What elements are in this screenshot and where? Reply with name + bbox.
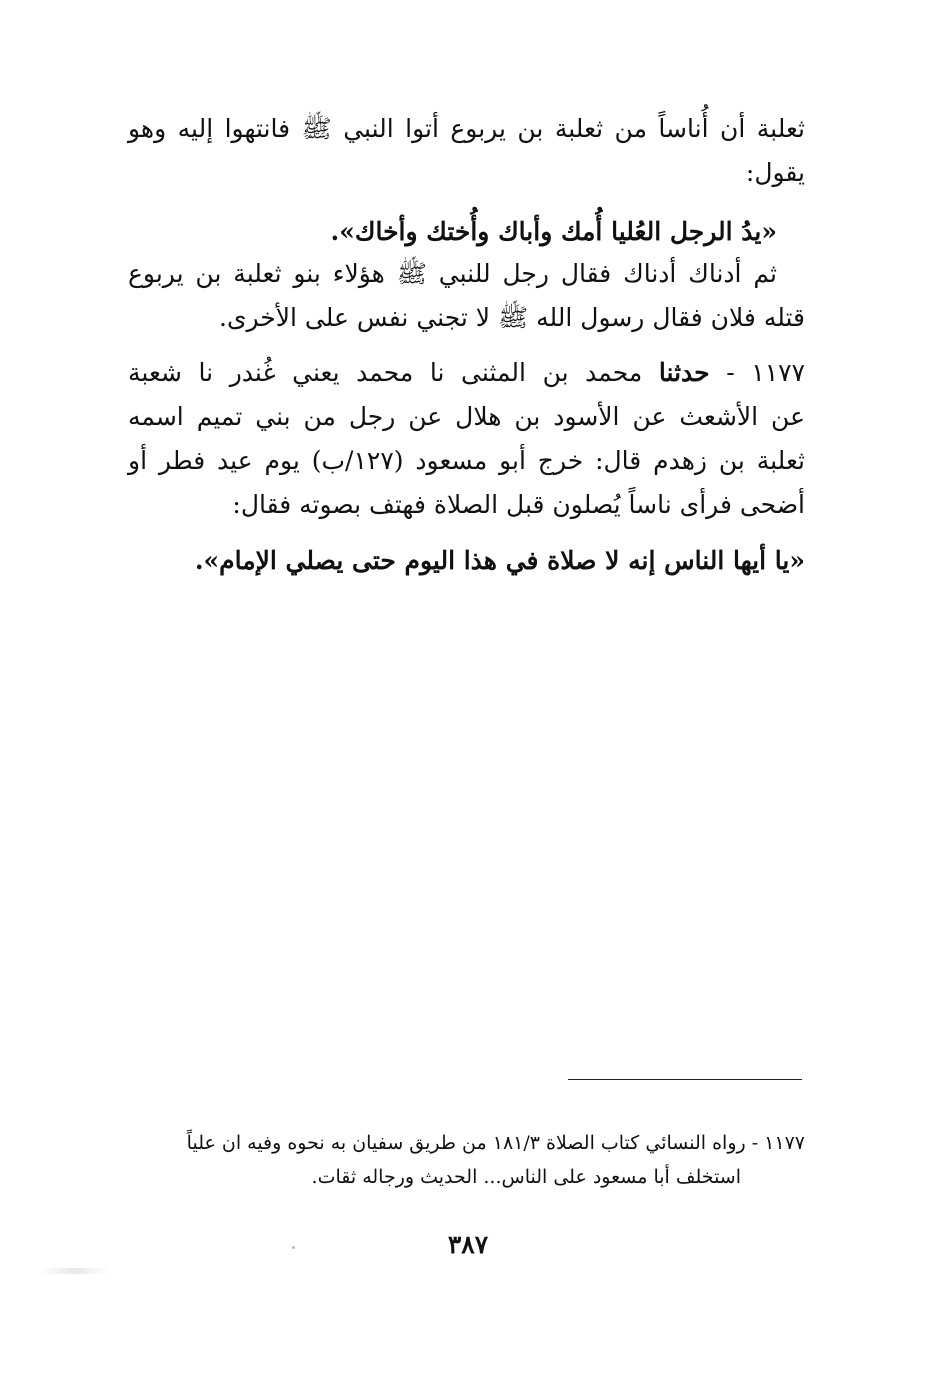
text-line: ثعلبة أن أُناساً من ثعلبة بن يربوع أتوا النبي ﷺ فانتهوا إليه وهو: [128, 114, 805, 143]
footnote: [128, 1126, 805, 1194]
scan-speck: [292, 1246, 295, 1249]
page-number: ٣٨٧: [447, 1230, 489, 1259]
quote-line: «يا أيها الناس إنه لا صلاة في هذا اليوم حتى يصلي الإمام».: [194, 546, 805, 575]
hadith-quote-1: [128, 210, 805, 254]
text-line: [128, 351, 805, 395]
quote-line: «يدُ الرجل العُليا أُمك وأباك وأُختك وأخاك».: [330, 217, 777, 246]
text-line: ثعلبة بن زهدم قال: خرج أبو مسعود (١٢٧/ب) يوم عيد فطر أو: [128, 446, 805, 475]
hadith-quote-2: [128, 539, 805, 583]
text-line: ثم أدناك أدناك فقال رجل للنبي ﷺ هؤلاء بنو ثعلبة بن يربوع: [128, 259, 777, 288]
scan-smudge: [40, 1268, 110, 1274]
text-line: قتله فلان فقال رسول الله ﷺ لا تجني نفس على الأخرى.: [219, 303, 805, 332]
hadith-1177: [128, 351, 805, 527]
hadith-number: ١١٧٧ -: [726, 358, 805, 387]
paragraph-continuation: [128, 252, 805, 340]
footnote-divider: [568, 1079, 802, 1080]
text-line: أضحى فرأى ناساً يُصلون قبل الصلاة فهتف بصوته فقال:: [232, 490, 805, 519]
footnote-line: ١١٧٧ - رواه النسائي كتاب الصلاة ١٨١/٣ من طريق سفيان به نحوه وفيه ان علياً: [186, 1132, 805, 1154]
text-line: يقول:: [745, 158, 805, 187]
hadith-lead-word: حدثنا: [658, 358, 710, 387]
footnote-line: استخلف أبا مسعود على الناس... الحديث ورجاله ثقات.: [311, 1166, 741, 1188]
paragraph-opening: [128, 107, 805, 195]
text-line: عن الأشعث عن الأسود بن هلال عن رجل من بني تميم اسمه: [128, 402, 805, 431]
text-segment: محمد بن المثنى نا محمد يعني غُندر نا شعبة: [128, 358, 643, 387]
